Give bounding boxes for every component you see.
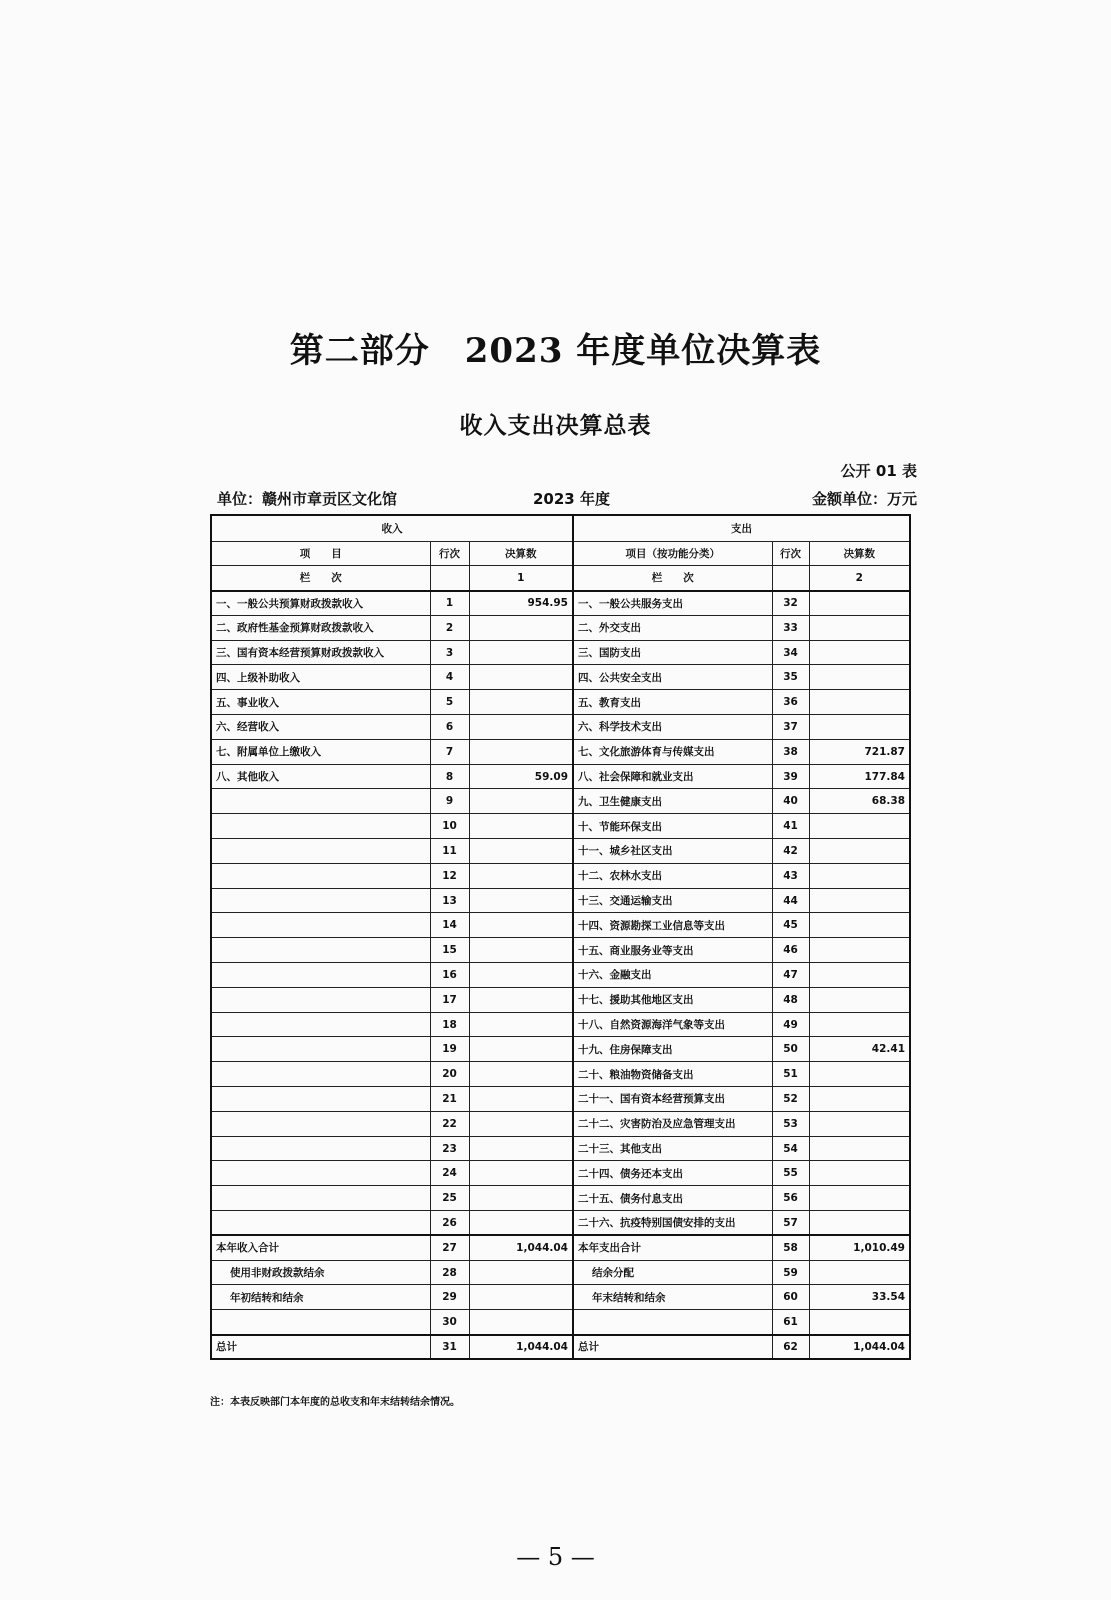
income-amount <box>469 1211 573 1236</box>
expense-amount <box>809 1186 910 1211</box>
income-amount: 1,044.04 <box>469 1235 573 1260</box>
expense-amount <box>809 665 910 690</box>
income-amount <box>469 963 573 988</box>
expense-amount <box>809 863 910 888</box>
expense-row-no: 49 <box>772 1012 809 1037</box>
income-item <box>211 1310 430 1335</box>
expense-item: 结余分配 <box>573 1260 772 1285</box>
table-row <box>211 764 910 789</box>
income-row-no: 9 <box>430 789 469 814</box>
income-item <box>211 1012 430 1037</box>
table-row <box>211 1260 910 1285</box>
income-item <box>211 913 430 938</box>
income-amount <box>469 665 573 690</box>
table-row <box>211 715 910 740</box>
income-row-no: 14 <box>430 913 469 938</box>
expense-item: 十四、资源勘探工业信息等支出 <box>573 913 772 938</box>
table-row <box>211 863 910 888</box>
expense-amount <box>809 1087 910 1112</box>
income-row-no: 3 <box>430 640 469 665</box>
expense-amount: 177.84 <box>809 764 910 789</box>
table-row <box>211 1111 910 1136</box>
expense-item: 六、科学技术支出 <box>573 715 772 740</box>
table-row <box>211 591 910 616</box>
expense-row-no: 50 <box>772 1037 809 1062</box>
table-row <box>211 1186 910 1211</box>
income-row-no: 27 <box>430 1235 469 1260</box>
income-amount <box>469 1285 573 1310</box>
expense-row-no: 56 <box>772 1186 809 1211</box>
income-item <box>211 1062 430 1087</box>
expense-amount <box>809 1062 910 1087</box>
table-row <box>211 1285 910 1310</box>
income-row-no-header: 行次 <box>430 541 469 566</box>
income-item <box>211 839 430 864</box>
table-row <box>211 938 910 963</box>
income-item <box>211 1111 430 1136</box>
expense-section-header: 支出 <box>573 515 910 541</box>
income-row-no: 16 <box>430 963 469 988</box>
income-amount <box>469 888 573 913</box>
expense-row-no: 55 <box>772 1161 809 1186</box>
table-row <box>211 640 910 665</box>
expense-item: 五、教育支出 <box>573 690 772 715</box>
expense-amount <box>809 1136 910 1161</box>
expense-row-no: 54 <box>772 1136 809 1161</box>
expense-row-no: 53 <box>772 1111 809 1136</box>
expense-row-no: 61 <box>772 1310 809 1335</box>
income-row-no: 21 <box>430 1087 469 1112</box>
income-item <box>211 1087 430 1112</box>
income-item: 总计 <box>211 1335 430 1360</box>
expense-row-no: 42 <box>772 839 809 864</box>
income-amount <box>469 938 573 963</box>
income-amount: 59.09 <box>469 764 573 789</box>
expense-amount <box>809 913 910 938</box>
expense-row-no: 40 <box>772 789 809 814</box>
table-row <box>211 839 910 864</box>
expense-item: 二十六、抗疫特别国债安排的支出 <box>573 1211 772 1236</box>
table-row <box>211 1211 910 1236</box>
expense-amount <box>809 888 910 913</box>
expense-row-no: 45 <box>772 913 809 938</box>
income-item <box>211 863 430 888</box>
income-item <box>211 987 430 1012</box>
income-item <box>211 938 430 963</box>
income-amount: 1,044.04 <box>469 1335 573 1360</box>
expense-item: 十一、城乡社区支出 <box>573 839 772 864</box>
expense-amount: 1,044.04 <box>809 1335 910 1360</box>
income-amount <box>469 987 573 1012</box>
expense-row-no: 58 <box>772 1235 809 1260</box>
table-row <box>211 1037 910 1062</box>
income-item <box>211 1037 430 1062</box>
expense-row-no: 34 <box>772 640 809 665</box>
income-amount <box>469 739 573 764</box>
expense-item: 二、外交支出 <box>573 615 772 640</box>
table-note: 注：本表反映部门本年度的总收支和年末结转结余情况。 <box>210 1397 460 1408</box>
income-row-no: 10 <box>430 814 469 839</box>
income-row-no: 11 <box>430 839 469 864</box>
expense-row-no: 41 <box>772 814 809 839</box>
expense-amount <box>809 1310 910 1335</box>
income-row-no: 25 <box>430 1186 469 1211</box>
income-row-no: 7 <box>430 739 469 764</box>
expense-item: 九、卫生健康支出 <box>573 789 772 814</box>
table-row <box>211 1012 910 1037</box>
expense-item: 十二、农林水支出 <box>573 863 772 888</box>
expense-row-no: 38 <box>772 739 809 764</box>
expense-amount <box>809 1161 910 1186</box>
income-row-no: 12 <box>430 863 469 888</box>
income-amount <box>469 1136 573 1161</box>
income-item: 四、上级补助收入 <box>211 665 430 690</box>
expense-row-no: 36 <box>772 690 809 715</box>
income-row-no: 28 <box>430 1260 469 1285</box>
table-number: 公开 01 表 <box>840 462 917 480</box>
income-item: 年初结转和结余 <box>211 1285 430 1310</box>
income-expense-table <box>210 514 911 1360</box>
table-row <box>211 888 910 913</box>
income-row-no: 8 <box>430 764 469 789</box>
income-row-no: 4 <box>430 665 469 690</box>
income-row-no: 26 <box>430 1211 469 1236</box>
expense-item: 总计 <box>573 1335 772 1360</box>
income-column-number: 1 <box>469 566 573 591</box>
expense-item: 二十四、债务还本支出 <box>573 1161 772 1186</box>
income-amount <box>469 863 573 888</box>
income-amount <box>469 640 573 665</box>
table-row <box>211 1161 910 1186</box>
expense-amount <box>809 640 910 665</box>
income-section-header: 收入 <box>211 515 573 541</box>
income-amount <box>469 789 573 814</box>
expense-amount <box>809 615 910 640</box>
expense-item: 十七、援助其他地区支出 <box>573 987 772 1012</box>
expense-amount: 33.54 <box>809 1285 910 1310</box>
income-column-blank <box>430 566 469 591</box>
income-amount <box>469 690 573 715</box>
income-item <box>211 1211 430 1236</box>
income-amount <box>469 1310 573 1335</box>
income-item <box>211 963 430 988</box>
table-row <box>211 1136 910 1161</box>
expense-item: 二十一、国有资本经营预算支出 <box>573 1087 772 1112</box>
income-amount <box>469 1037 573 1062</box>
income-item <box>211 888 430 913</box>
table-row <box>211 1310 910 1335</box>
expense-row-no: 60 <box>772 1285 809 1310</box>
table-row <box>211 963 910 988</box>
income-item <box>211 789 430 814</box>
amount-unit-label: 金额单位：万元 <box>811 490 917 508</box>
expense-row-no: 48 <box>772 987 809 1012</box>
income-row-no: 24 <box>430 1161 469 1186</box>
table-row <box>211 814 910 839</box>
expense-amount-header: 决算数 <box>809 541 910 566</box>
income-item: 使用非财政拨款结余 <box>211 1260 430 1285</box>
income-row-no: 31 <box>430 1335 469 1360</box>
income-item-header: 项 目 <box>211 541 430 566</box>
table-row <box>211 987 910 1012</box>
expense-row-no: 44 <box>772 888 809 913</box>
table-row <box>211 690 910 715</box>
expense-item: 四、公共安全支出 <box>573 665 772 690</box>
expense-item: 二十、粮油物资储备支出 <box>573 1062 772 1087</box>
income-row-no: 23 <box>430 1136 469 1161</box>
income-item <box>211 1136 430 1161</box>
table-row <box>211 1235 910 1260</box>
expense-item: 三、国防支出 <box>573 640 772 665</box>
income-amount <box>469 1161 573 1186</box>
expense-amount <box>809 1111 910 1136</box>
expense-row-no: 62 <box>772 1335 809 1360</box>
expense-amount: 1,010.49 <box>809 1235 910 1260</box>
expense-item: 十九、住房保障支出 <box>573 1037 772 1062</box>
table-row <box>211 1087 910 1112</box>
income-row-no: 5 <box>430 690 469 715</box>
part-title: 第二部分 2023 年度单位决算表 <box>289 331 822 371</box>
income-row-no: 20 <box>430 1062 469 1087</box>
income-amount <box>469 1111 573 1136</box>
table-row <box>211 789 910 814</box>
income-row-no: 30 <box>430 1310 469 1335</box>
expense-amount <box>809 839 910 864</box>
income-item: 一、一般公共预算财政拨款收入 <box>211 591 430 616</box>
expense-amount <box>809 963 910 988</box>
income-amount <box>469 1012 573 1037</box>
expense-item: 十六、金融支出 <box>573 963 772 988</box>
expense-row-no: 43 <box>772 863 809 888</box>
table-row <box>211 739 910 764</box>
expense-amount: 721.87 <box>809 739 910 764</box>
income-row-no: 22 <box>430 1111 469 1136</box>
income-amount <box>469 814 573 839</box>
income-item: 三、国有资本经营预算财政拨款收入 <box>211 640 430 665</box>
income-item: 七、附属单位上缴收入 <box>211 739 430 764</box>
expense-row-no: 52 <box>772 1087 809 1112</box>
expense-item: 二十三、其他支出 <box>573 1136 772 1161</box>
income-amount-header: 决算数 <box>469 541 573 566</box>
income-row-no: 15 <box>430 938 469 963</box>
expense-row-no: 47 <box>772 963 809 988</box>
expense-amount <box>809 814 910 839</box>
income-amount <box>469 1186 573 1211</box>
income-item: 本年收入合计 <box>211 1235 430 1260</box>
expense-amount <box>809 715 910 740</box>
expense-item: 十、节能环保支出 <box>573 814 772 839</box>
expense-amount <box>809 591 910 616</box>
table-row <box>211 1335 910 1360</box>
income-row-no: 17 <box>430 987 469 1012</box>
income-amount <box>469 839 573 864</box>
expense-amount <box>809 1260 910 1285</box>
page-number: — 5 — <box>516 1543 595 1571</box>
expense-amount: 68.38 <box>809 789 910 814</box>
expense-amount <box>809 1211 910 1236</box>
income-item: 六、经营收入 <box>211 715 430 740</box>
income-item <box>211 814 430 839</box>
expense-row-no: 57 <box>772 1211 809 1236</box>
expense-row-no: 37 <box>772 715 809 740</box>
expense-item: 十八、自然资源海洋气象等支出 <box>573 1012 772 1037</box>
income-item: 二、政府性基金预算财政拨款收入 <box>211 615 430 640</box>
income-amount <box>469 1087 573 1112</box>
table-row <box>211 913 910 938</box>
income-item: 五、事业收入 <box>211 690 430 715</box>
expense-column-number: 2 <box>809 566 910 591</box>
expense-item: 十三、交通运输支出 <box>573 888 772 913</box>
income-amount <box>469 1260 573 1285</box>
table-title: 收入支出决算总表 <box>459 412 652 439</box>
income-row-no: 18 <box>430 1012 469 1037</box>
income-amount <box>469 1062 573 1087</box>
expense-row-no: 33 <box>772 615 809 640</box>
expense-amount <box>809 987 910 1012</box>
table-row <box>211 615 910 640</box>
expense-column-label: 栏 次 <box>573 566 772 591</box>
income-item: 八、其他收入 <box>211 764 430 789</box>
expense-row-no: 46 <box>772 938 809 963</box>
expense-column-blank <box>772 566 809 591</box>
unit-label: 单位：赣州市章贡区文化馆 <box>217 490 398 508</box>
income-row-no: 13 <box>430 888 469 913</box>
income-amount <box>469 913 573 938</box>
expense-item-header: 项目（按功能分类） <box>573 541 772 566</box>
expense-amount <box>809 1012 910 1037</box>
income-row-no: 19 <box>430 1037 469 1062</box>
income-item <box>211 1186 430 1211</box>
income-row-no: 1 <box>430 591 469 616</box>
expense-row-no-header: 行次 <box>772 541 809 566</box>
expense-row-no: 59 <box>772 1260 809 1285</box>
expense-row-no: 39 <box>772 764 809 789</box>
expense-item: 七、文化旅游体育与传媒支出 <box>573 739 772 764</box>
expense-row-no: 35 <box>772 665 809 690</box>
income-row-no: 29 <box>430 1285 469 1310</box>
expense-amount <box>809 938 910 963</box>
expense-row-no: 32 <box>772 591 809 616</box>
expense-item: 十五、商业服务业等支出 <box>573 938 772 963</box>
income-row-no: 6 <box>430 715 469 740</box>
income-row-no: 2 <box>430 615 469 640</box>
income-column-label: 栏 次 <box>211 566 430 591</box>
expense-row-no: 51 <box>772 1062 809 1087</box>
expense-amount <box>809 690 910 715</box>
expense-item: 八、社会保障和就业支出 <box>573 764 772 789</box>
year-label: 2023 年度 <box>533 490 610 508</box>
expense-item: 二十五、债务付息支出 <box>573 1186 772 1211</box>
table-row <box>211 665 910 690</box>
income-amount <box>469 715 573 740</box>
expense-item: 年末结转和结余 <box>573 1285 772 1310</box>
expense-item <box>573 1310 772 1335</box>
expense-item: 本年支出合计 <box>573 1235 772 1260</box>
expense-item: 一、一般公共服务支出 <box>573 591 772 616</box>
income-amount: 954.95 <box>469 591 573 616</box>
expense-item: 二十二、灾害防治及应急管理支出 <box>573 1111 772 1136</box>
income-item <box>211 1161 430 1186</box>
table-row <box>211 1062 910 1087</box>
expense-amount: 42.41 <box>809 1037 910 1062</box>
income-amount <box>469 615 573 640</box>
